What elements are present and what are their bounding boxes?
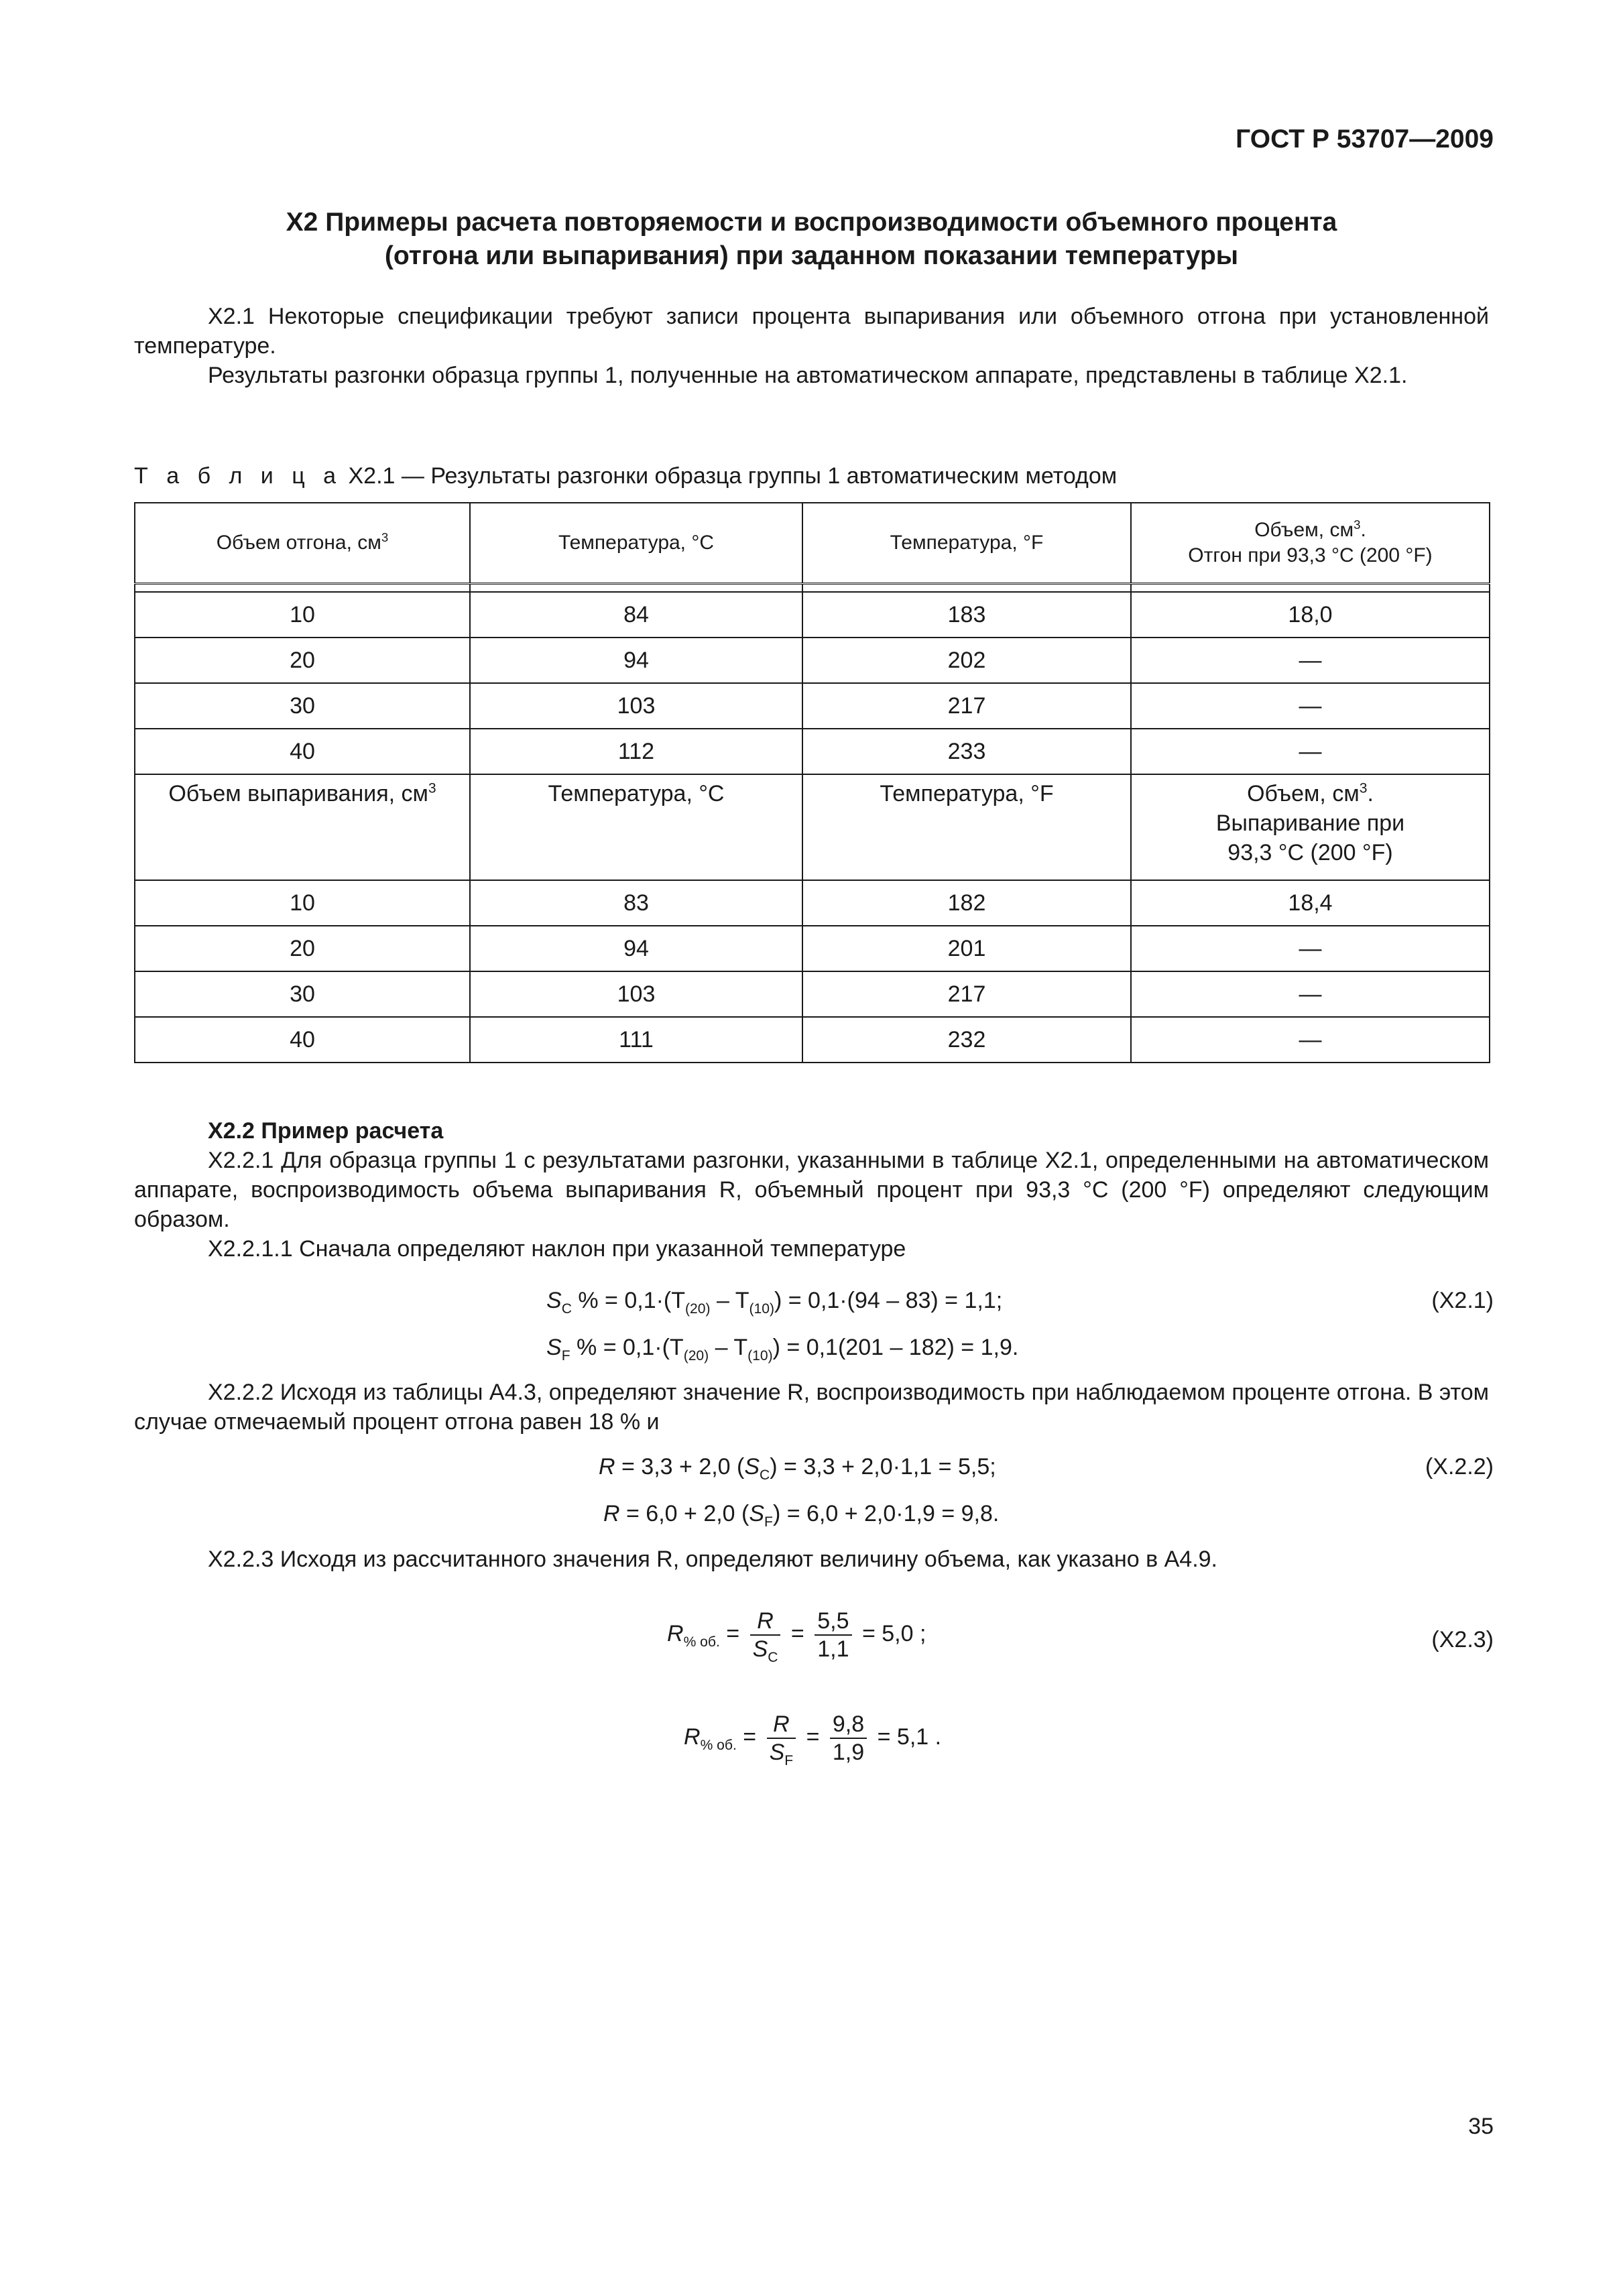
- table-cell: 111: [470, 1017, 802, 1063]
- example-paragraph-3: X2.2.2 Исходя из таблицы А4.3, определяют значение R, воспроизводимость при наблюдаемом проценте отгона. В этом случае отмечаемый процент отгона равен 18 % и: [134, 1380, 1489, 1435]
- table-cell: 20: [135, 638, 470, 683]
- formula-number-x2-2: (X.2.2): [1425, 1454, 1494, 1479]
- intro-paragraph-1: X2.1 Некоторые спецификации требуют записи процента выпаривания или объемного отгона при установленной температуре.: [134, 304, 1489, 359]
- document-id: ГОСТ Р 53707—2009: [1236, 125, 1494, 154]
- table-cell: —: [1131, 971, 1490, 1017]
- table-cell: 10: [135, 880, 470, 926]
- header-cell: Объем отгона, $см^3$: [135, 503, 470, 584]
- table-cell: 103: [470, 683, 802, 729]
- formula-number-x2-3: (X2.3): [1431, 1627, 1494, 1652]
- table-caption: [134, 461, 1117, 491]
- example-paragraph-2: X2.2.1.1 Сначала определяют наклон при указанной температуре: [208, 1236, 906, 1262]
- example-section: [134, 1116, 1489, 1264]
- table-cell: 30: [135, 683, 470, 729]
- table-header-separator: [135, 584, 1490, 593]
- table-cell: 182: [802, 880, 1131, 926]
- table-row: [135, 729, 1490, 774]
- table-cell: 201: [802, 926, 1131, 971]
- table-cell: 20: [135, 926, 470, 971]
- header-cell: Объем, $см^3$. Отгон при 93,3 °С (200 °F): [1131, 503, 1490, 584]
- example-paragraph-1: X2.2.1 Для образца группы 1 с результатами разгонки, указанными в таблице X2.1, определенными на автоматическом аппарате, воспроизводимость объема выпаривания R, объемный процент при 93,3 °С (200 °F) определяют следующим образом.: [134, 1148, 1489, 1232]
- section-title-line-1: X2 Примеры расчета повторяемости и воспроизводимости объемного процента: [286, 208, 1337, 237]
- table-cell: 18,0: [1131, 592, 1490, 638]
- example-paragraph-3-block: [134, 1378, 1489, 1437]
- intro-paragraphs: [134, 302, 1489, 390]
- formula-number-x2-1: (X2.1): [1431, 1288, 1494, 1313]
- table-row: [135, 638, 1490, 683]
- table-cell: 94: [470, 638, 802, 683]
- table-row: [135, 971, 1490, 1017]
- section-title: [134, 206, 1489, 273]
- table-row: [135, 880, 1490, 926]
- table-caption-text: X2.1 — Результаты разгонки образца группы 1 автоматическим методом: [348, 463, 1118, 489]
- table-cell: 10: [135, 592, 470, 638]
- table-header-distillation: [135, 503, 1490, 584]
- table-cell: 112: [470, 729, 802, 774]
- table-cell: 40: [135, 1017, 470, 1063]
- table-cell: 217: [802, 971, 1131, 1017]
- table-cell: 83: [470, 880, 802, 926]
- table-cell: 217: [802, 683, 1131, 729]
- formula-volume-c: $R_{\% об.}$ = $\frac{R}{S_C}$ = $\frac{5,5}{1,1}$ = 5,0 ;: [667, 1608, 926, 1665]
- header-cell: Объем выпаривания, $см^3$: [135, 774, 470, 880]
- header-cell: Температура, °С: [470, 774, 802, 880]
- example-paragraph-4: X2.2.3 Исходя из рассчитанного значения R, определяют величину объема, как указано в А4.9.: [208, 1547, 1217, 1572]
- table-cell: 40: [135, 729, 470, 774]
- table-cell: —: [1131, 683, 1490, 729]
- table-cell: —: [1131, 926, 1490, 971]
- section-title-line-2: (отгона или выпаривания) при заданном показании температуры: [384, 241, 1239, 270]
- header-cell: Температура, °С: [470, 503, 802, 584]
- table-cell: —: [1131, 638, 1490, 683]
- header-cell: Температура, °F: [802, 503, 1131, 584]
- table-row: [135, 1017, 1490, 1063]
- example-heading: X2.2 Пример расчета: [208, 1118, 444, 1144]
- table-cell: 202: [802, 638, 1131, 683]
- formula-slope-f: $S_F$ % = $0,1\cdot(T_{(20)} - T_{(10)}) = 0,1(201 - 182) = 1,9$.: [546, 1335, 1019, 1364]
- table-cell: 183: [802, 592, 1131, 638]
- table-cell: —: [1131, 1017, 1490, 1063]
- table-cell: 232: [802, 1017, 1131, 1063]
- formula-reproducibility-f: R = 6,0 + 2,0 $(S_F) = 6,0 + 2,0\cdot 1,9 = 9,8$.: [603, 1501, 1000, 1530]
- table-row: [135, 926, 1490, 971]
- table-cell: 84: [470, 592, 802, 638]
- formula-slope-c: $S_C$ % = $0,1\cdot(T_{(20)} - T_{(10)}) = 0,1\cdot(94 - 83) = 1,1$;: [546, 1288, 1003, 1317]
- table-cell: —: [1131, 729, 1490, 774]
- formula-reproducibility-c: R = 3,3 + 2,0 $(S_C) = 3,3 + 2,0\cdot 1,1 = 5,5$;: [599, 1454, 996, 1483]
- table-header-evaporation: [135, 774, 1490, 880]
- table-cell: 30: [135, 971, 470, 1017]
- table-cell: 103: [470, 971, 802, 1017]
- header-cell: Температура, °F: [802, 774, 1131, 880]
- table-cell: 233: [802, 729, 1131, 774]
- results-table: [134, 502, 1490, 1063]
- header-cell: Объем, $см^3$. Выпаривание при 93,3 °С (200 °F): [1131, 774, 1490, 880]
- table-cell: 94: [470, 926, 802, 971]
- formula-volume-f: $R_{\% об.}$ = $\frac{R}{S_F}$ = $\frac{9,8}{1,9}$ = 5,1 .: [684, 1711, 942, 1768]
- table-row: [135, 592, 1490, 638]
- intro-paragraph-2: Результаты разгонки образца группы 1, полученные на автоматическом аппарате, представлены в таблице X2.1.: [208, 363, 1408, 388]
- table-caption-prefix: Т а б л и ц а: [134, 463, 343, 489]
- table-cell: 18,4: [1131, 880, 1490, 926]
- example-paragraph-4-block: [134, 1545, 1489, 1574]
- table-row: [135, 683, 1490, 729]
- page-number: 35: [1468, 2114, 1494, 2139]
